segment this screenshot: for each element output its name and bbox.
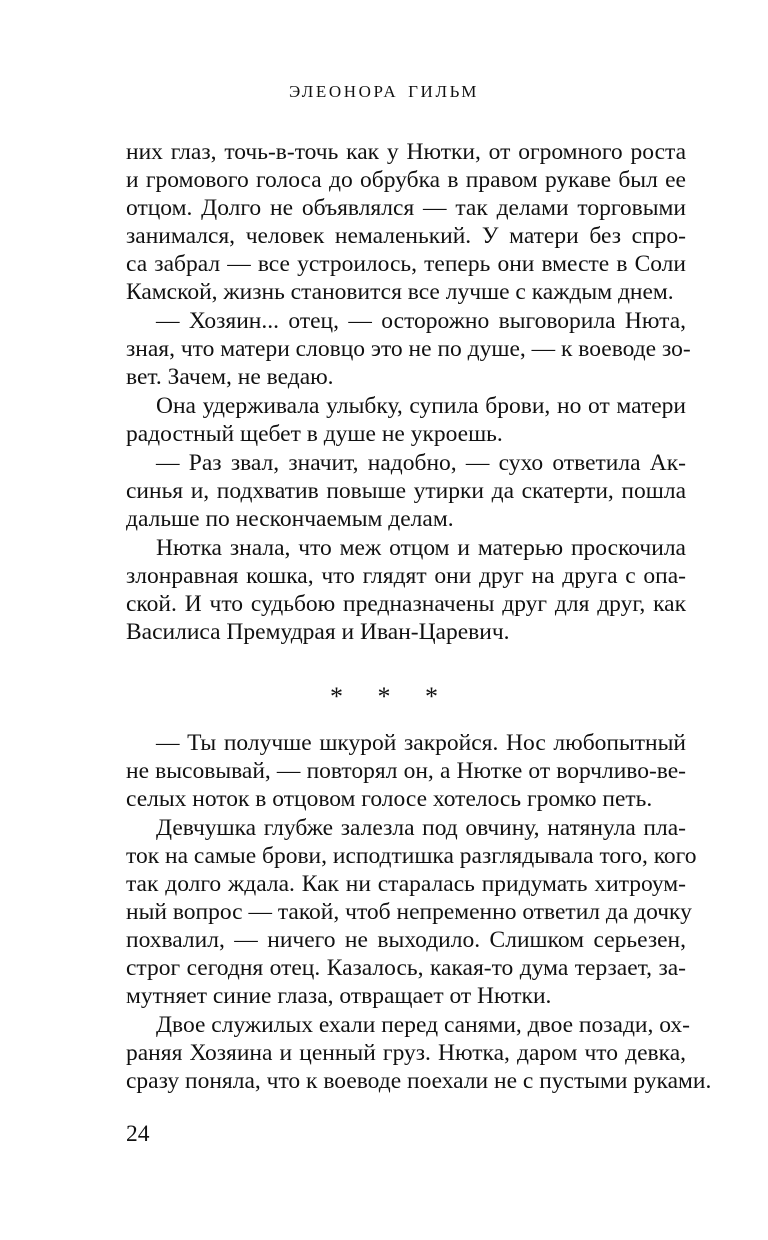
text-line: вет. Зачем, не ведаю.	[126, 364, 334, 390]
text-line: сразу поняла, что к воеводе поехали не с пустыми руками.	[126, 1068, 712, 1094]
text-line: Двое служилых ехали перед санями, двое позади, ох-	[156, 1012, 690, 1038]
text-line: ской. И что судьбою предназначены друг для друг, как	[126, 591, 686, 617]
text-line: мутняет синие глаза, отвращает от Нютки.	[126, 983, 552, 1009]
text-line: селых ноток в отцовом голосе хотелось громко петь.	[126, 786, 653, 812]
text-line: Девчушка глубже залезла под овчину, натянула пла-	[156, 815, 686, 841]
text-line: так долго ждала. Как ни старалась придумать хитроум-	[126, 871, 686, 897]
text-line: радостный щебет в душе не укроешь.	[126, 421, 503, 447]
text-line: и громового голоса до обрубка в правом рукаве был ее	[126, 167, 686, 193]
text-line: занимался, человек немаленький. У матери без спро-	[126, 223, 686, 249]
text-line: — Ты получше шкурой закройся. Нос любопытный	[156, 730, 686, 756]
running-header: ЭЛЕОНОРА ГИЛЬМ	[289, 82, 479, 101]
text-line: Она удерживала улыбку, супила брови, но от матери	[156, 393, 686, 419]
text-line: Камской, жизнь становится все лучше с каждым днем.	[126, 279, 674, 305]
text-line: похвалил, — ничего не выходило. Слишком серьезен,	[126, 927, 686, 953]
text-line: синья и, подхватив повыше утирки да скатерти, пошла	[126, 478, 686, 504]
text-line: злонравная кошка, что глядят они друг на друга с опа-	[126, 563, 686, 589]
section-separator: * * *	[330, 682, 452, 711]
text-line: са забрал — все устроилось, теперь они вместе в Соли	[126, 251, 686, 277]
text-line: отцом. Долго не объявлялся — так делами торговыми	[126, 195, 686, 221]
text-line: дальше по нескончаемым делам.	[126, 506, 454, 532]
text-line: ток на самые брови, исподтишка разглядывала того, кого	[126, 843, 697, 869]
text-line: строг сегодня отец. Казалось, какая-то дума терзает, за-	[126, 955, 686, 981]
text-line: зная, что матери словцо это не по душе, — к воеводе зо-	[126, 336, 691, 362]
text-line: ный вопрос — такой, чтоб непременно ответил да дочку	[126, 899, 692, 925]
page-number: 24	[126, 1121, 150, 1147]
text-line: Нютка знала, что меж отцом и матерью проскочила	[156, 535, 686, 561]
text-line: раняя Хозяина и ценный груз. Нютка, даром что девка,	[126, 1040, 686, 1066]
text-line: — Раз звал, значит, надобно, — сухо ответила Ак-	[156, 450, 686, 476]
text-line: не высовывай, — повторял он, а Нютке от ворчливо-ве-	[126, 758, 686, 784]
text-line: Василиса Премудрая и Иван-Царевич.	[126, 619, 510, 645]
text-line: — Хозяин... отец, — осторожно выговорила Нюта,	[156, 308, 686, 334]
text-line: них глаз, точь-в-точь как у Нютки, от огромного роста	[126, 139, 686, 165]
